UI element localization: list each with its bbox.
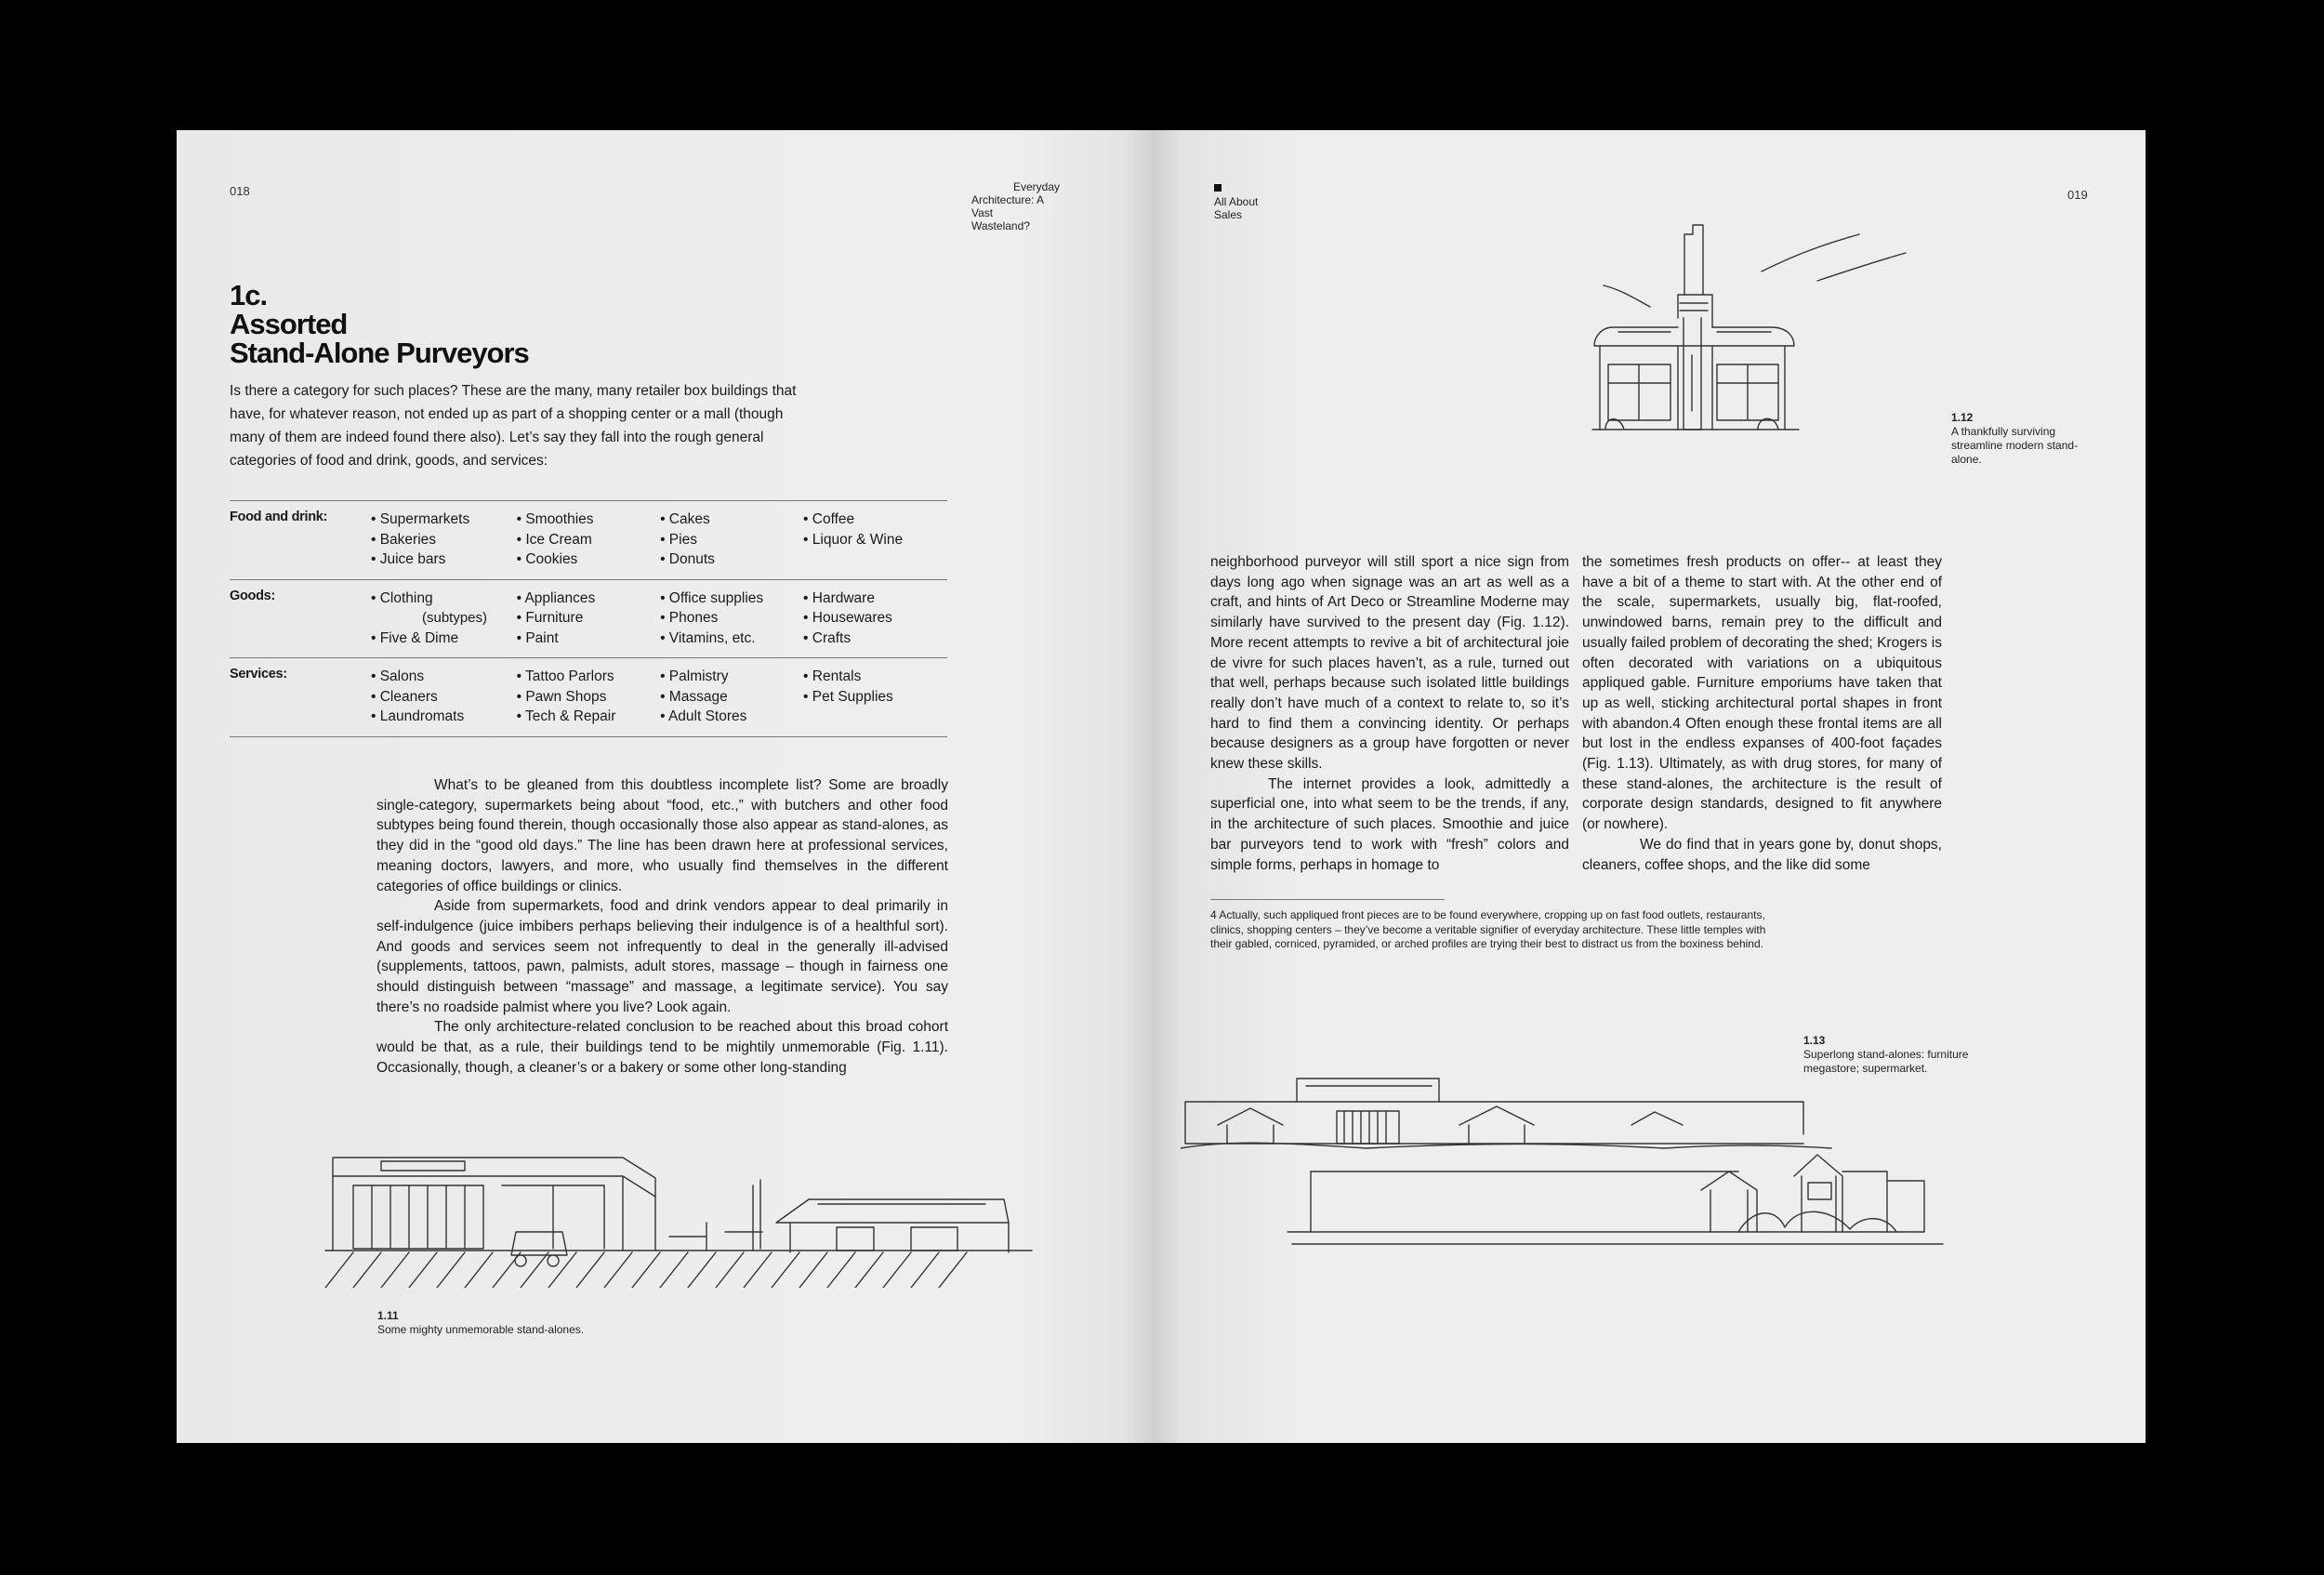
body-text-left: What’s to be gleaned from this doubtless incomplete list? Some are broadly single-category, supermarkets being about “food, etc.,” with butchers and other food subtypes being found therein, though occasionally those also appear as stand-alones, as they did in the “good old days.” The line has been drawn here at professional services, meaning doctors, lawyers, and more, who usually find themselves in the different categories of office buildings or clinics. Aside from supermarkets, food and drink vendors appear to deal primarily in self-indulgence (juice imbibers perhaps believing their indulgence is of a healthful sort). And goods and services seem not infrequently to deal in the generally ill-advised (supplements, tattoos, pawn, palmists, adult stores, massage – though in fairness one should distinguish between “massage” and massage, a legitimate service). You say there’s no roadside palmist where you live? Look again. The only architecture-related conclusion to be reached about this broad cohort would be that, as a rule, their buildings tend to be mightily unmemorable (Fig. 1.11). Occasionally, though, a cleaner’s or a bakery or some other long-standing [376,777,948,1076]
table-row: Food and drink: • Supermarkets • Bakeries • Juice bars • Smoothies • Ice Cream • Cookies • Cakes • Pies • Donuts • Coffee • Liquor & Wine [230,501,947,580]
sketch-figure-1-12 [1585,206,1915,597]
left-page [177,130,1153,1443]
figure-caption-1-13: 1.13 Superlong stand-alones: furniture megastore; supermarket. [1803,1034,1969,1075]
intro-paragraph: Is there a category for such places? These are the many, many retailer box buildings that have, for whatever reason, not ended up as part of a shopping center or a mall (though many of them are indeed found there also). Let’s say they fall into the rough general categories of food and drink, goods, and services: [230,383,797,469]
category-table [230,500,947,737]
table-row: Goods: • Clothing (subtypes) • Five & Dime • Appliances • Furniture • Paint • Office supplies • Phones • Vitamins, etc. • Hardware • Housewares • Crafts [230,579,947,658]
body-text-right-col1: neighborhood purveyor will still sport a nice sign from days long ago when signage was an art as well as a craft, and hints of Art Deco or Streamline Moderne may similarly have survived to the present day (Fig. 1.12). More recent attempts to revive a bit of architectural joie de vivre for such places haven’t, as a rule, turned out that well, perhaps because such isolated little buildings really don’t have much of a context to relate to, so it’s hard to find them a convincing identity. Or perhaps because designers as a group have forgotten or never knew these skills. The internet provides a look, admittedly a superficial one, into what seem to be the trends, if any, in the architecture of such places. Smoothie and juice bar purveyors tend to work with “fresh” colors and simple forms, perhaps in homage to [1210,554,1569,873]
sketch-figure-1-13 [1181,1069,1961,1255]
right-page [1153,130,2146,1443]
body-text-right-col2: the sometimes fresh products on offer-- at least they have a bit of a theme to start with. At the other end of the scale, supermarkets, usually big, flat-roofed, unwindowed barns, remain prey to the difficult and usually failed problem of decorating the shed; Krogers is often decorated with variations on a ubiquitous appliqued gable. Furniture emporiums have taken that up as well, sticking architectural portal shapes in front with abandon.4 Often enough these frontal items are all but lost in the endless expanses of 400-foot façades (Fig. 1.13). Ultimately, as with drug stores, for many of these stand-alones, the architecture is the result of corporate design standards, designed to fit anywhere (or nowhere). We do find that in years gone by, donut shops, cleaners, coffee shops, and the like did some [1582,554,1942,873]
figure-caption-1-12: 1.12 A thankfully surviving streamline modern stand-alone. [1951,411,2079,466]
running-head-left: Everyday Architecture: A Vast Wasteland? [971,180,1060,232]
page-number-left: 018 [230,184,250,198]
footnote-rule [1210,899,1445,900]
sketch-figure-1-11 [316,1148,1041,1288]
page-number-right: 019 [2067,188,2088,202]
footnote: 4 Actually, such appliqued front pieces are to be found everywhere, cropping up on fast food outlets, restaurants, clinics, shopping centers – they’ve become a veritable signifier of everyday architecture. These little temples with their gabled, corniced, pyramided, or arched profiles are trying their best to distract us from the boxiness behind. [1210,908,1766,950]
section-heading: 1c. Assorted Stand-Alone Purveyors [230,279,529,369]
figure-caption-1-11: 1.11 Some mighty unmemorable stand-alones. [377,1309,585,1336]
table-row: Services: • Salons • Cleaners • Laundromats • Tattoo Parlors • Pawn Shops • Tech & Repair • Palmistry • Massage • Adult Stores • Rentals • Pet Supplies [230,658,947,737]
section-marker-square [1214,184,1221,192]
running-head-right: All About Sales [1214,195,1259,221]
